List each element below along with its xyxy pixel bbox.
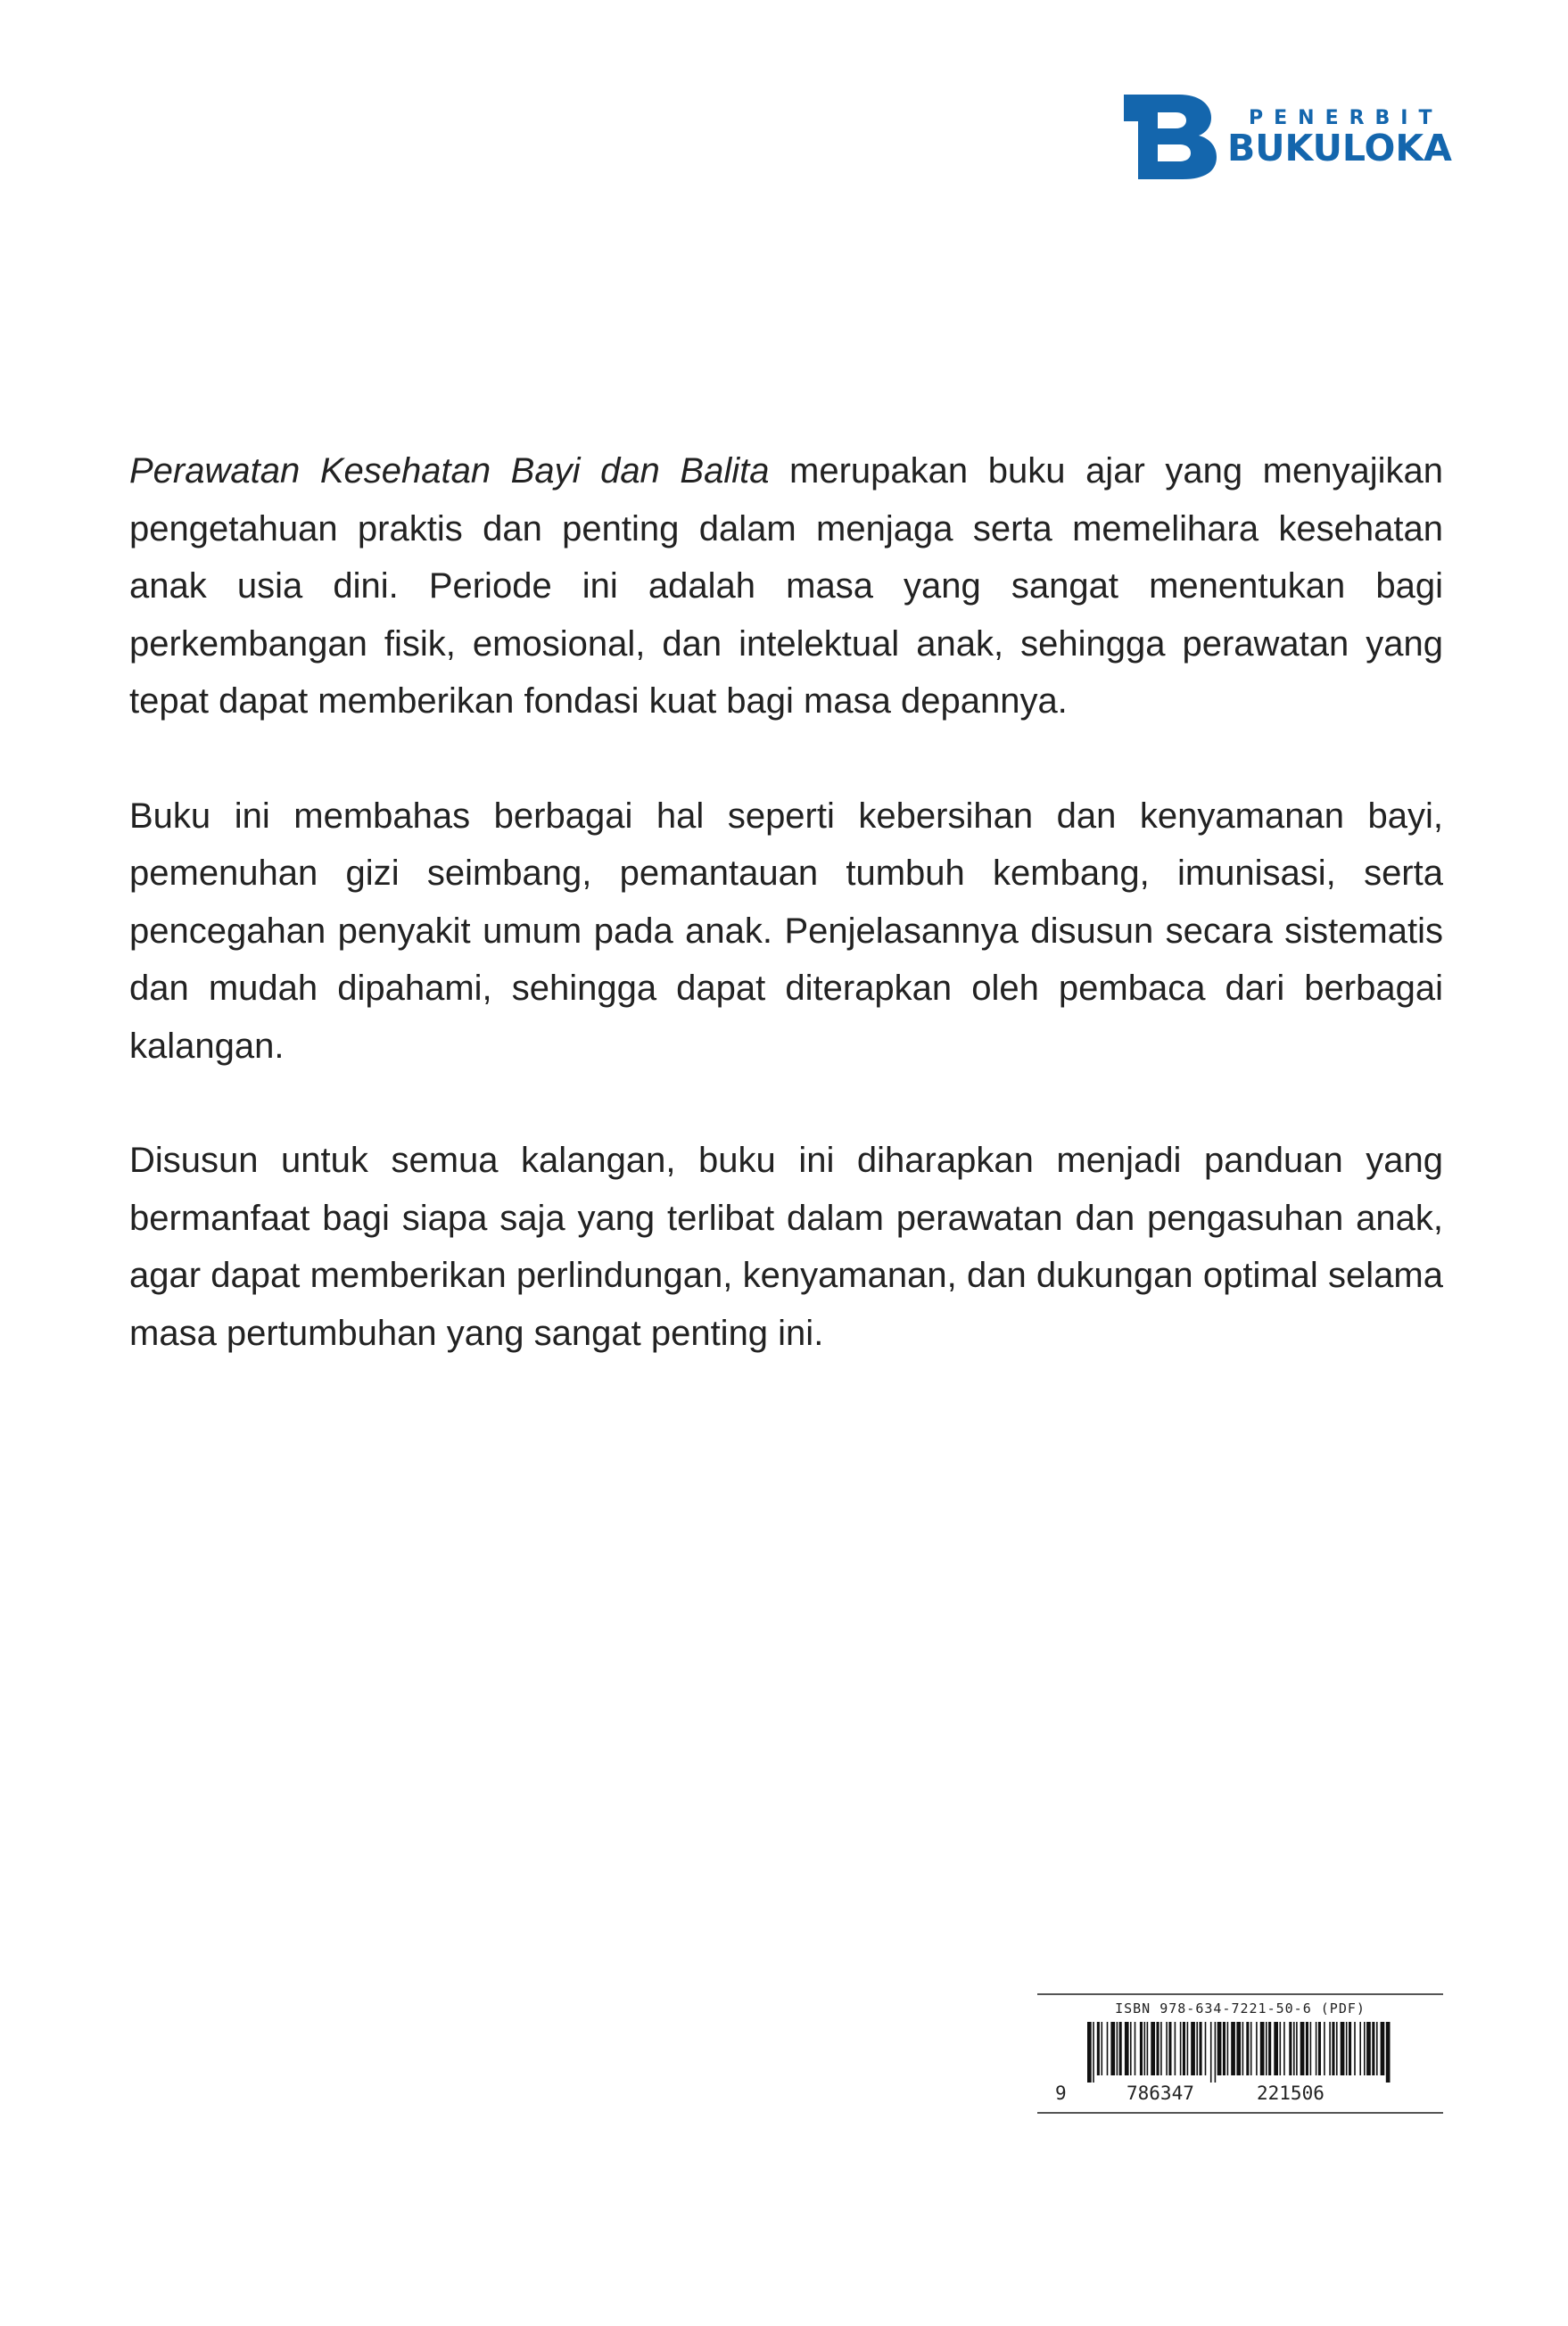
barcode-bar	[1366, 2022, 1371, 2075]
barcode-bar	[1130, 2022, 1132, 2075]
barcode-bar	[1359, 2022, 1361, 2075]
book-title: Perawatan Kesehatan Bayi dan Balita	[129, 451, 770, 491]
barcode-bar	[1246, 2022, 1249, 2075]
barcode-bar	[1289, 2022, 1292, 2075]
barcode-bar	[1117, 2022, 1118, 2075]
barcode-bar	[1196, 2022, 1198, 2075]
barcode-bar	[1125, 2022, 1129, 2075]
barcode-bar	[1381, 2022, 1385, 2075]
publisher-logo	[1124, 95, 1452, 179]
barcode-bar	[1147, 2022, 1149, 2075]
barcode-bar	[1296, 2022, 1298, 2075]
paragraph-1	[129, 442, 1443, 730]
barcode-bar	[1268, 2022, 1271, 2075]
barcode-bar	[1107, 2022, 1109, 2075]
barcode-bar	[1215, 2022, 1217, 2083]
barcode-bar	[1200, 2022, 1202, 2075]
barcode-bar	[1180, 2022, 1182, 2075]
paragraph-3: Disusun untuk semua kalangan, buku ini diharapkan menjadi panduan yang bermanfaat bagi siapa saja yang terlibat dalam perawatan dan pengasuhan anak, agar dapat memberikan perlindungan, kenyamanan, dan dukungan optimal selama masa pertumbuhan yang sangat penting ini.	[129, 1141, 1443, 1353]
barcode-bar	[1376, 2022, 1378, 2075]
barcode-bar	[1187, 2022, 1189, 2075]
barcode-bar	[1250, 2022, 1252, 2075]
isbn-barcode-block	[1037, 1993, 1443, 2114]
barcode-bar	[1300, 2022, 1305, 2075]
barcode-bar	[1093, 2022, 1094, 2083]
barcode-bar	[1227, 2022, 1229, 2075]
barcode-bar	[1346, 2022, 1348, 2075]
barcode-bar	[1151, 2022, 1155, 2075]
barcode-bar	[1205, 2022, 1207, 2075]
barcode-bar	[1349, 2022, 1351, 2075]
barcode-bar	[1175, 2022, 1176, 2075]
barcode-bar	[1260, 2022, 1265, 2075]
book-description	[129, 442, 1443, 1419]
logo-subtitle: PENERBIT	[1249, 107, 1443, 129]
letter-b-logo-icon	[1124, 95, 1222, 179]
barcode-bar	[1087, 2022, 1092, 2083]
barcode-bar	[1157, 2022, 1159, 2075]
barcode-bar	[1318, 2022, 1321, 2075]
barcode-bar	[1140, 2022, 1143, 2075]
logo-title: BUKULOKA	[1227, 127, 1452, 169]
barcode-bar	[1306, 2022, 1308, 2075]
barcode-bar	[1144, 2022, 1146, 2075]
barcode-bar	[1324, 2022, 1325, 2075]
barcode-bar	[1183, 2022, 1185, 2075]
barcode-bar	[1210, 2022, 1212, 2083]
barcode-bar	[1166, 2022, 1168, 2075]
barcode-bar	[1217, 2022, 1222, 2075]
isbn-label: ISBN 978-634-7221-50-6 (PDF)	[1115, 2000, 1366, 2017]
barcode-bar	[1168, 2022, 1171, 2075]
barcode-bar	[1341, 2022, 1345, 2075]
barcode-digit-first: 9	[1055, 2083, 1067, 2104]
barcode-bar	[1293, 2022, 1295, 2075]
barcode-bar	[1364, 2022, 1366, 2075]
barcode-bar	[1332, 2022, 1334, 2075]
barcode-digits-right: 221506	[1257, 2083, 1325, 2104]
paragraph-2: Buku ini membahas berbagai hal seperti kebersihan dan kenyamanan bayi, pemenuhan gizi seimbang, pemantauan tumbuh kembang, imunisasi, serta pencegahan penyakit umum pada anak. Penjelasannya disusun secara sistematis dan mudah dipahami, sehingga dapat diterapkan oleh pembaca dari berbagai kalangan.	[129, 796, 1443, 1066]
barcode-bar	[1191, 2022, 1195, 2075]
barcode-bar	[1316, 2022, 1317, 2075]
barcode-bar	[1372, 2022, 1374, 2075]
barcode-bar	[1110, 2022, 1115, 2075]
barcode-bar	[1329, 2022, 1331, 2075]
barcode-bar	[1231, 2022, 1235, 2075]
barcode-bar	[1097, 2022, 1100, 2075]
divider	[1037, 2112, 1443, 2114]
barcode-bar	[1283, 2022, 1285, 2075]
barcode-bar	[1256, 2022, 1258, 2075]
barcode-bar	[1102, 2022, 1103, 2075]
barcode-bar	[1386, 2022, 1391, 2083]
divider	[1037, 1993, 1443, 1995]
barcode-bar	[1236, 2022, 1241, 2075]
barcode-bar	[1119, 2022, 1122, 2075]
barcode-bar	[1310, 2022, 1312, 2075]
barcode-bar	[1266, 2022, 1267, 2075]
barcode-bar	[1280, 2022, 1282, 2075]
barcode-bar	[1160, 2022, 1162, 2075]
barcode-bar	[1354, 2022, 1356, 2075]
barcode-bar	[1242, 2022, 1244, 2075]
barcode-bar	[1135, 2022, 1136, 2075]
barcode-bar	[1223, 2022, 1226, 2075]
barcode-bar	[1274, 2022, 1278, 2075]
barcode-bar	[1336, 2022, 1338, 2075]
paragraph-1-text: merupakan buku ajar yang menyajikan pengetahuan praktis dan penting dalam menjaga serta memelihara kesehatan anak usia dini. Periode ini adalah masa yang sangat menentukan bagi perkembangan fisik, emosional, dan intelektual anak, sehingga perawatan yang tepat dapat memberikan fondasi kuat bagi masa depannya.	[129, 451, 1443, 721]
barcode-digits-left: 786347	[1126, 2083, 1194, 2104]
barcode	[1087, 2022, 1391, 2083]
